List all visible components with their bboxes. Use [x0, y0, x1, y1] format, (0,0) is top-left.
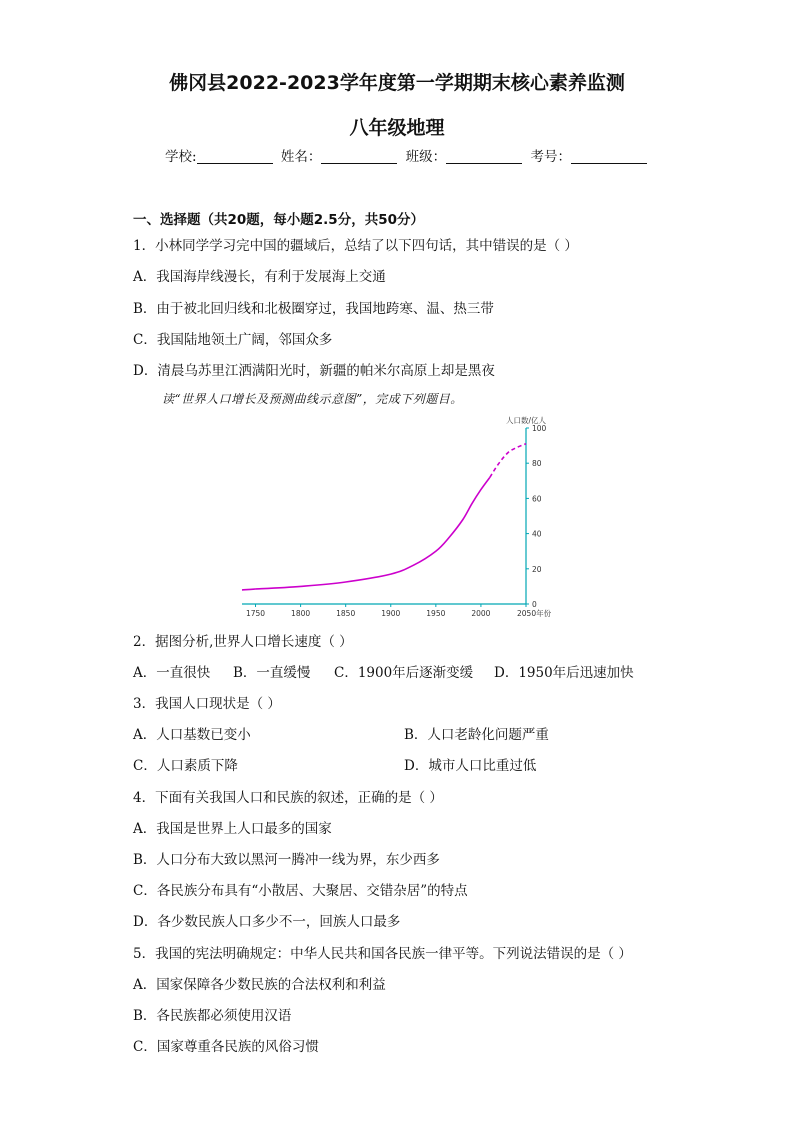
y-tick-label: 60	[532, 494, 542, 504]
exam-subtitle: 八年级地理	[349, 117, 445, 139]
q3-stem: 3．我国人口现状是（ ）	[133, 696, 281, 712]
exam-number-blank[interactable]	[571, 149, 647, 164]
q2-option-d: D．1950年后迅速加快	[494, 665, 634, 681]
y-tick-label: 20	[532, 564, 542, 574]
x-tick-label: 2000	[471, 609, 491, 618]
x-tick-label: 1750	[245, 609, 266, 618]
q2-option-c: C．1900年后逐渐变缓	[334, 665, 474, 681]
q3-option-b: B．人口老龄化问题严重	[404, 727, 549, 743]
q3-option-c: C．人口素质下降	[133, 758, 238, 774]
q2-stem: 2．据图分析,世界人口增长速度（ ）	[133, 634, 353, 650]
q5-option-b: B．各民族都必须使用汉语	[133, 1008, 292, 1024]
q3-option-d: D．城市人口比重过低	[404, 758, 537, 774]
x-tick-label: 1950	[426, 609, 446, 618]
x-tick-label: 1800	[291, 609, 311, 618]
section-title: 一、选择题（共20题，每小题2.5分，共50分）	[133, 212, 424, 228]
q4-option-b: B．人口分布大致以黑河一腾冲一线为界，东少西多	[133, 852, 440, 868]
q1-option-a: A．我国海岸线漫长，有利于发展海上交通	[133, 269, 386, 285]
q4-option-a: A．我国是世界上人口最多的国家	[133, 821, 332, 837]
exam-title: 佛冈县2022-2023学年度第一学期期末核心素养监测	[169, 72, 625, 94]
q4-option-d: D．各少数民族人口多少不一，回族人口最多	[133, 914, 401, 930]
x-tick-label: 1900	[381, 609, 401, 618]
population-chart	[230, 410, 575, 620]
class-blank[interactable]	[446, 149, 522, 164]
y-axis-label: 人口数/亿人	[506, 416, 547, 425]
q4-option-c: C．各民族分布具有“小散居、大聚居、交错杂居”的特点	[133, 883, 468, 899]
class-label: 班级：	[405, 149, 447, 165]
figure-caption: 读“世界人口增长及预测曲线示意图”，完成下列题目。	[162, 392, 463, 406]
q1-option-c: C．我国陆地领土广阔，邻国众多	[133, 332, 333, 348]
y-tick-label: 100	[532, 424, 547, 433]
x-tick-label: 1850	[336, 609, 356, 618]
name-blank[interactable]	[321, 149, 397, 164]
q5-option-c: C．国家尊重各民族的风俗习惯	[133, 1039, 319, 1055]
x-tick-label: 2050年份	[517, 609, 552, 618]
population-curve-forecast	[490, 444, 526, 478]
q4-stem: 4．下面有关我国人口和民族的叙述，正确的是（ ）	[133, 790, 443, 806]
q2-option-b: B．一直缓慢	[233, 665, 311, 681]
q1-option-d: D．清晨乌苏里江洒满阳光时，新疆的帕米尔高原上却是黑夜	[133, 363, 495, 379]
q5-stem: 5．我国的宪法明确规定：中华人民共和国各民族一律平等。下列说法错误的是（ ）	[133, 946, 632, 962]
y-tick-label: 0	[532, 600, 537, 609]
population-curve-actual	[242, 477, 490, 590]
q1-stem: 1．小林同学学习完中国的疆域后，总结了以下四句话，其中错误的是（ ）	[133, 238, 578, 254]
name-label: 姓名：	[280, 149, 322, 165]
q5-option-a: A．国家保障各少数民族的合法权利和利益	[133, 977, 386, 993]
y-tick-label: 40	[532, 529, 542, 539]
q1-option-b: B．由于被北回归线和北极圈穿过，我国地跨寒、温、热三带	[133, 301, 494, 317]
exam-number-label: 考号：	[530, 149, 571, 165]
school-label: 学校:	[165, 149, 197, 165]
q2-option-a: A．一直很快	[133, 665, 211, 681]
y-tick-label: 80	[532, 459, 542, 469]
q3-option-a: A．人口基数已变小	[133, 727, 251, 743]
student-info-row	[165, 145, 651, 165]
school-blank[interactable]	[197, 149, 273, 164]
